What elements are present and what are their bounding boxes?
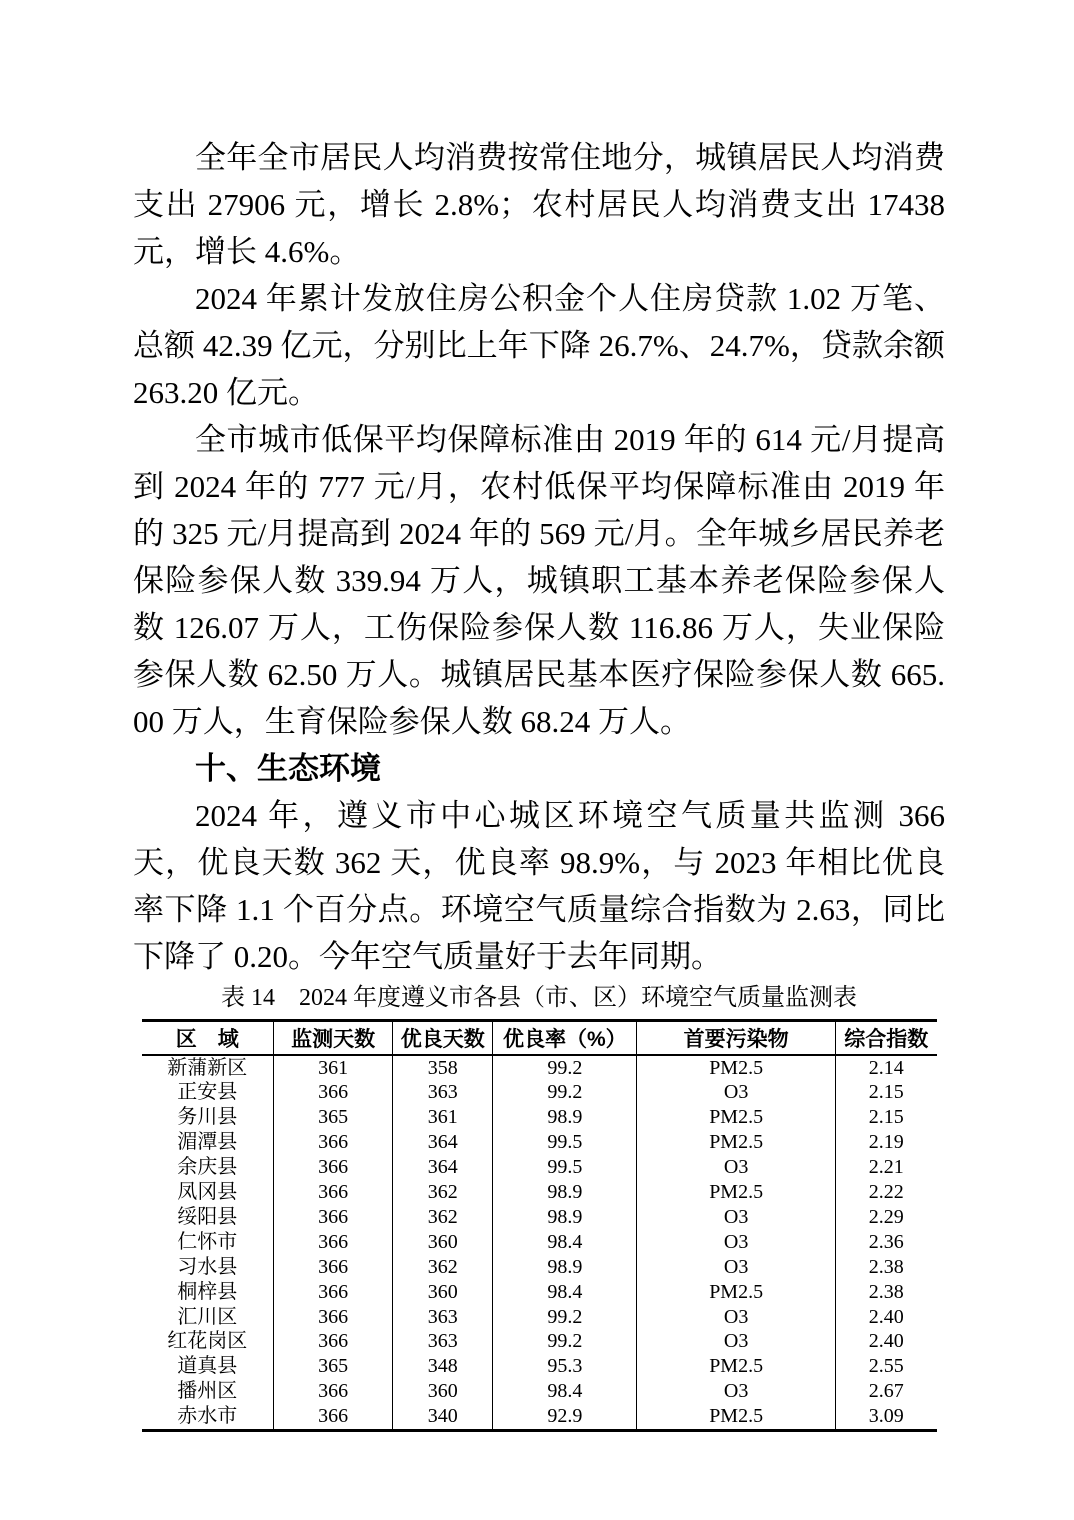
cell-region: 播州区 <box>142 1379 274 1404</box>
table-row <box>142 1329 937 1354</box>
table-row <box>142 1080 937 1105</box>
cell-monitor-days: 366 <box>273 1404 392 1430</box>
table-row <box>142 1280 937 1305</box>
cell-good-days: 363 <box>393 1305 493 1330</box>
cell-good-rate: 99.2 <box>493 1329 637 1354</box>
section-heading-ecology: 十、生态环境 <box>195 751 381 786</box>
table-row <box>142 1305 937 1330</box>
cell-composite-index: 2.19 <box>868 1131 904 1154</box>
cell-composite-index: 2.22 <box>868 1181 904 1204</box>
table-row <box>142 1205 937 1230</box>
cell-composite-index: 2.67 <box>868 1380 904 1403</box>
table-row <box>142 1230 937 1255</box>
cell-good-rate: 98.9 <box>493 1180 637 1205</box>
cell-monitor-days: 366 <box>273 1230 392 1255</box>
cell-composite-index: 2.38 <box>868 1280 904 1303</box>
paragraph-air-quality: 2024 年，遵义市中心城区环境空气质量共监测 366 天，优良天数 362 天，优良率 98.9%，与 2023 年相比优良率下降 1.1 个百分点。环境空气质量综合指数为 2.63，同比下降了 0.20。今年空气质量好于去年同期。 <box>133 798 945 974</box>
cell-good-days: 360 <box>393 1230 493 1255</box>
cell-composite-index: 2.36 <box>868 1230 904 1253</box>
cell-good-rate: 99.2 <box>493 1080 637 1105</box>
cell-region: 新蒲新区 <box>142 1055 274 1081</box>
cell-good-days: 340 <box>393 1404 493 1430</box>
table-caption: 表 14 2024 年度遵义市各县（市、区）环境空气质量监测表 <box>221 985 857 1011</box>
air-quality-table <box>142 1019 937 1432</box>
cell-region: 正安县 <box>142 1080 274 1105</box>
table-row <box>142 1180 937 1205</box>
cell-composite-index: 2.15 <box>868 1106 904 1129</box>
cell-good-rate: 99.2 <box>493 1305 637 1330</box>
cell-good-days: 363 <box>393 1080 493 1105</box>
cell-region: 红花岗区 <box>142 1329 274 1354</box>
cell-monitor-days: 366 <box>273 1379 392 1404</box>
cell-region: 余庆县 <box>142 1155 274 1180</box>
table-header-row <box>142 1021 937 1055</box>
cell-good-rate: 98.9 <box>493 1105 637 1130</box>
paragraph-housing-fund: 2024 年累计发放住房公积金个人住房贷款 1.02 万笔、总额 42.39 亿元，分别比上年下降 26.7%、24.7%，贷款余额 263.20 亿元。 <box>133 281 945 410</box>
paragraph-consumption: 全年全市居民人均消费按常住地分，城镇居民人均消费支出 27906 元，增长 2.8%；农村居民人均消费支出 17438 元，增长 4.6%。 <box>133 140 945 269</box>
header-good-rate: 优良率（%） <box>493 1021 637 1055</box>
cell-good-days: 364 <box>393 1155 493 1180</box>
cell-pollutant: O3 <box>637 1329 836 1354</box>
cell-monitor-days: 366 <box>273 1130 392 1155</box>
cell-good-rate: 99.5 <box>493 1130 637 1155</box>
table-row <box>142 1354 937 1379</box>
paragraph-social-security: 全市城市低保平均保障标准由 2019 年的 614 元/月提高到 2024 年的 777 元/月，农村低保平均保障标准由 2019 年的 325 元/月提高到 2024 年的 569 元/月。全年城乡居民养老保险参保人数 339.94 万人，城镇职工基本养老保险参保人数 126.07 万人，工伤保险参保人数 116.86 万人，失业保险参保人数 62.50 万人。城镇居民基本医疗保险参保人数 665.00 万人，生育保险参保人数 68.24 万人。 <box>133 422 945 739</box>
cell-pollutant: PM2.5 <box>637 1280 836 1305</box>
cell-monitor-days: 361 <box>273 1055 392 1081</box>
cell-region: 务川县 <box>142 1105 274 1130</box>
cell-region: 赤水市 <box>142 1404 274 1430</box>
cell-composite-index: 2.21 <box>868 1156 904 1179</box>
table-row <box>142 1255 937 1280</box>
cell-good-days: 358 <box>393 1055 493 1081</box>
header-primary-pollutant: 首要污染物 <box>637 1021 836 1055</box>
cell-pollutant: O3 <box>637 1155 836 1180</box>
cell-good-rate: 98.4 <box>493 1230 637 1255</box>
cell-region: 道真县 <box>142 1354 274 1379</box>
table-row <box>142 1379 937 1404</box>
cell-good-rate: 95.3 <box>493 1354 637 1379</box>
table-body <box>142 1055 937 1431</box>
cell-monitor-days: 366 <box>273 1155 392 1180</box>
cell-composite-index: 2.14 <box>868 1056 904 1079</box>
cell-region: 桐梓县 <box>142 1280 274 1305</box>
cell-monitor-days: 366 <box>273 1280 392 1305</box>
cell-region: 绥阳县 <box>142 1205 274 1230</box>
cell-monitor-days: 366 <box>273 1080 392 1105</box>
cell-good-days: 362 <box>393 1180 493 1205</box>
cell-composite-index: 2.38 <box>868 1255 904 1278</box>
cell-monitor-days: 366 <box>273 1329 392 1354</box>
cell-good-days: 363 <box>393 1329 493 1354</box>
cell-good-rate: 99.5 <box>493 1155 637 1180</box>
cell-monitor-days: 366 <box>273 1180 392 1205</box>
cell-monitor-days: 366 <box>273 1205 392 1230</box>
cell-good-days: 361 <box>393 1105 493 1130</box>
cell-pollutant: O3 <box>637 1379 836 1404</box>
header-region: 区 域 <box>142 1021 274 1055</box>
cell-pollutant: PM2.5 <box>637 1180 836 1205</box>
table-row <box>142 1105 937 1130</box>
cell-pollutant: PM2.5 <box>637 1354 836 1379</box>
cell-good-days: 360 <box>393 1280 493 1305</box>
table-header <box>142 1021 937 1055</box>
cell-composite-index: 2.29 <box>868 1205 904 1228</box>
header-good-days: 优良天数 <box>393 1021 493 1055</box>
cell-good-rate: 99.2 <box>493 1055 637 1081</box>
cell-pollutant: O3 <box>637 1205 836 1230</box>
cell-region: 习水县 <box>142 1255 274 1280</box>
cell-monitor-days: 366 <box>273 1305 392 1330</box>
cell-good-days: 362 <box>393 1255 493 1280</box>
cell-composite-index: 2.55 <box>868 1355 904 1378</box>
cell-monitor-days: 366 <box>273 1255 392 1280</box>
cell-region: 湄潭县 <box>142 1130 274 1155</box>
cell-composite-index: 2.15 <box>868 1081 904 1104</box>
table-row <box>142 1155 937 1180</box>
cell-monitor-days: 365 <box>273 1105 392 1130</box>
cell-composite-index: 3.09 <box>868 1405 904 1428</box>
cell-good-rate: 98.4 <box>493 1379 637 1404</box>
header-composite-index: 综合指数 <box>836 1021 937 1055</box>
cell-pollutant: PM2.5 <box>637 1404 836 1430</box>
cell-region: 凤冈县 <box>142 1180 274 1205</box>
cell-composite-index: 2.40 <box>868 1330 904 1353</box>
page-content <box>133 0 945 1432</box>
cell-pollutant: O3 <box>637 1230 836 1255</box>
cell-good-rate: 98.4 <box>493 1280 637 1305</box>
cell-pollutant: O3 <box>637 1305 836 1330</box>
cell-good-days: 348 <box>393 1354 493 1379</box>
cell-pollutant: O3 <box>637 1255 836 1280</box>
cell-pollutant: O3 <box>637 1080 836 1105</box>
table-row <box>142 1404 937 1430</box>
cell-composite-index: 2.40 <box>868 1305 904 1328</box>
cell-good-days: 360 <box>393 1379 493 1404</box>
header-monitor-days: 监测天数 <box>273 1021 392 1055</box>
cell-good-rate: 98.9 <box>493 1205 637 1230</box>
cell-good-days: 364 <box>393 1130 493 1155</box>
table-row <box>142 1055 937 1081</box>
table-row <box>142 1130 937 1155</box>
cell-good-rate: 92.9 <box>493 1404 637 1430</box>
cell-pollutant: PM2.5 <box>637 1105 836 1130</box>
cell-region: 仁怀市 <box>142 1230 274 1255</box>
cell-region: 汇川区 <box>142 1305 274 1330</box>
cell-pollutant: PM2.5 <box>637 1055 836 1081</box>
cell-pollutant: PM2.5 <box>637 1130 836 1155</box>
cell-monitor-days: 365 <box>273 1354 392 1379</box>
cell-good-rate: 98.9 <box>493 1255 637 1280</box>
cell-good-days: 362 <box>393 1205 493 1230</box>
